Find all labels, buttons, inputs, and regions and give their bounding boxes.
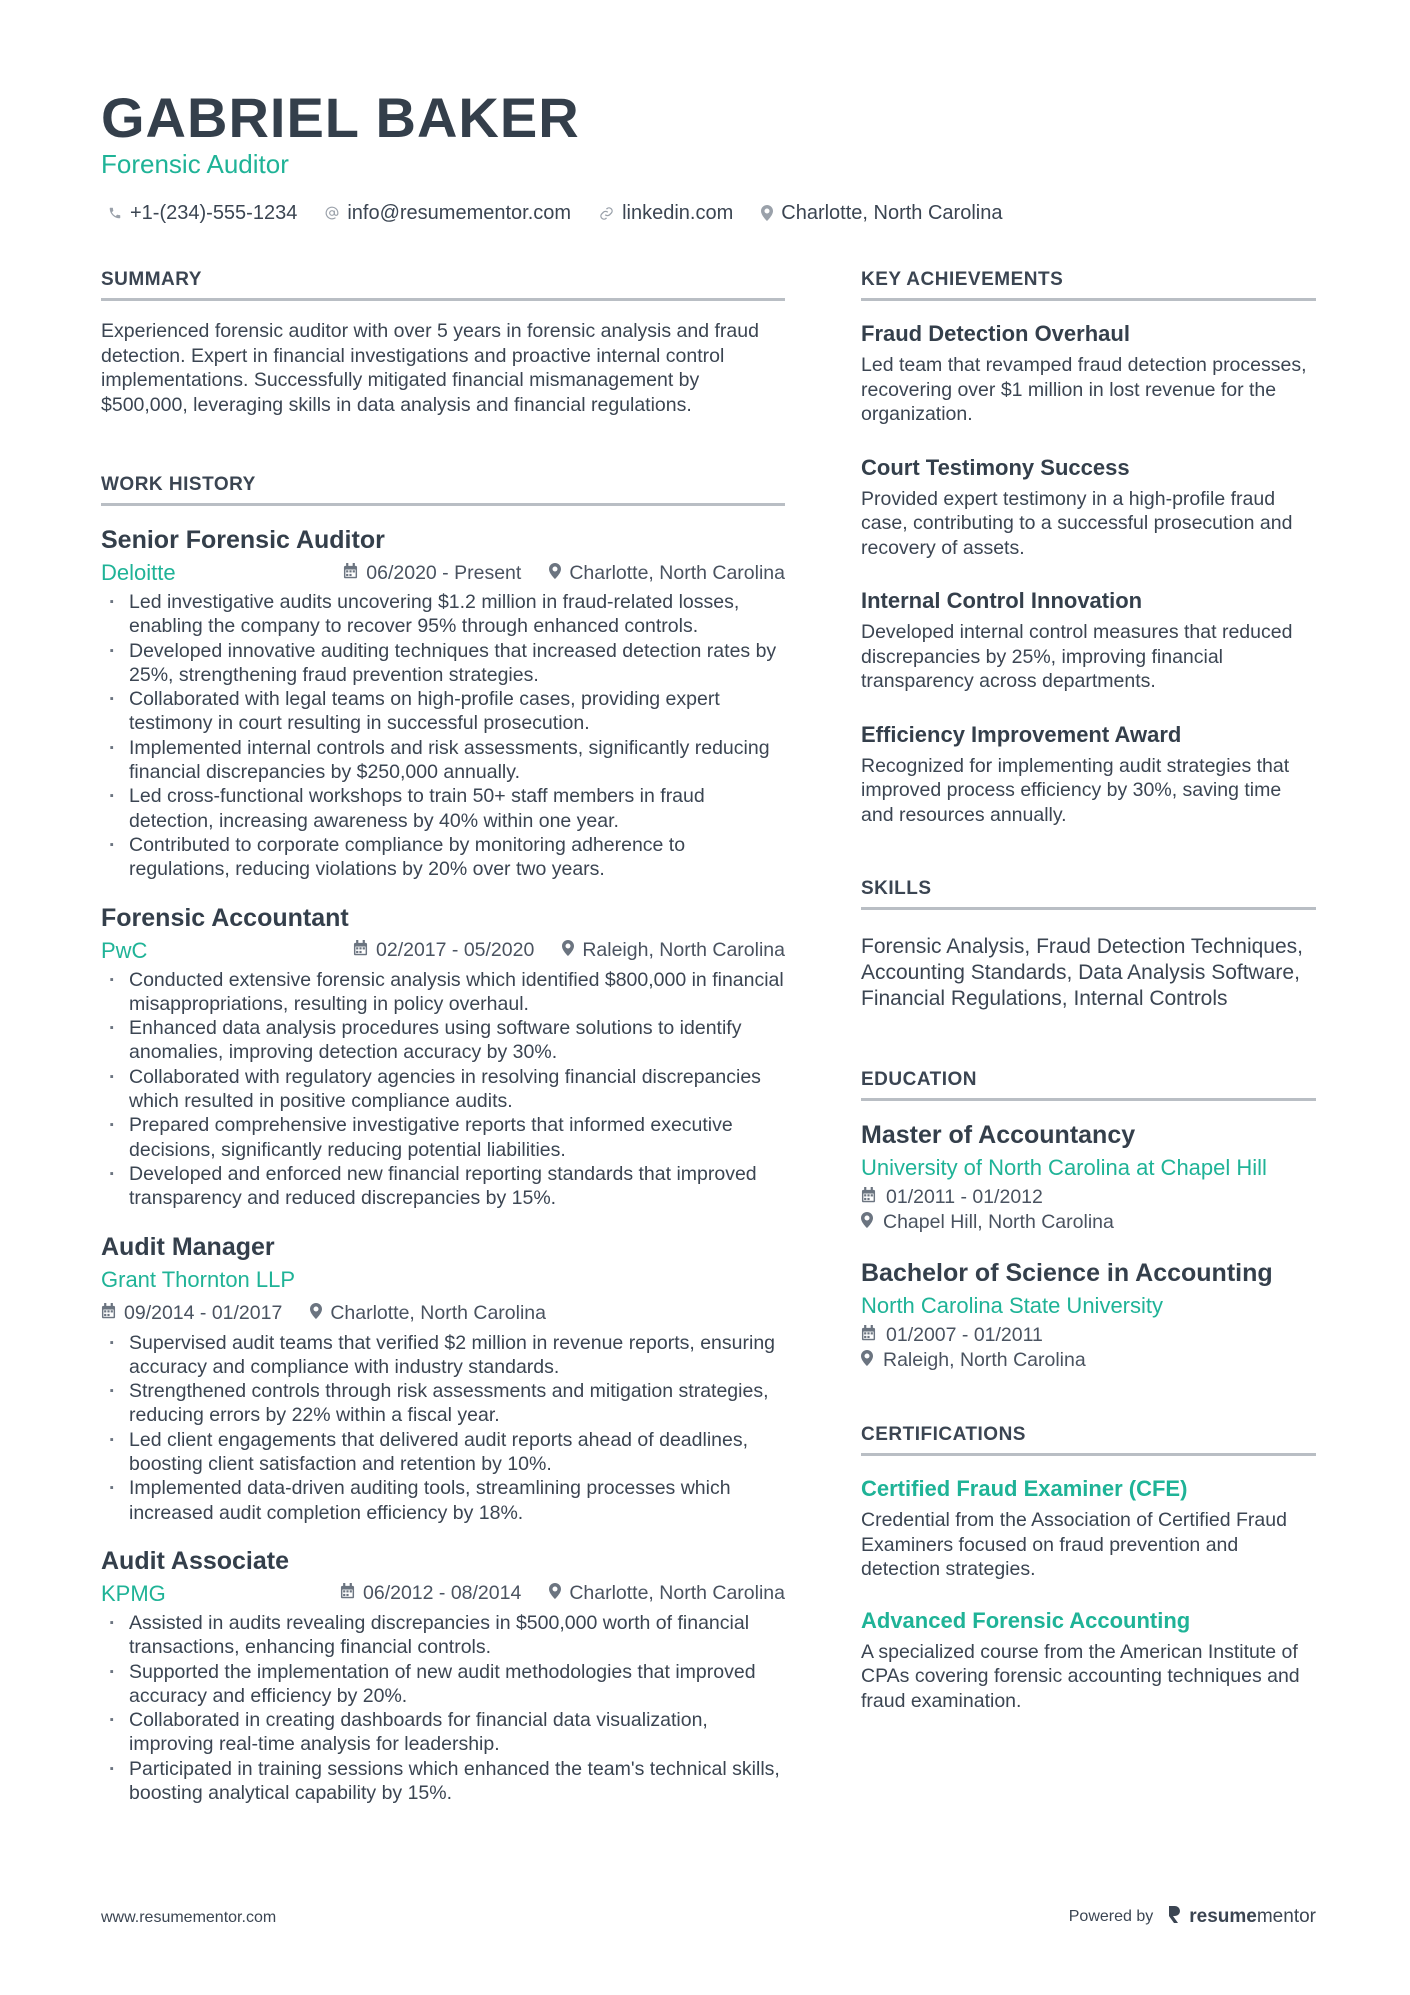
left-column [101, 268, 785, 1825]
bullet-item: · Prepared comprehensive investigative reports that informed executive decisions, significantly reducing potential liabilities. [101, 1113, 785, 1162]
bullet-item: · Collaborated in creating dashboards for financial data visualization, improving real-time analysis for leadership. [101, 1708, 785, 1757]
education-dates-line [861, 1323, 1316, 1348]
education-item [861, 1257, 1316, 1373]
school-name: University of North Carolina at Chapel Hill [861, 1155, 1267, 1180]
company-name: PwC [101, 937, 148, 963]
degree-name: Bachelor of Science in Accounting [861, 1259, 1273, 1287]
brand-bold: resume [1189, 1906, 1257, 1927]
contact-location [761, 202, 1002, 225]
bullet-item: · Led cross-functional workshops to train 50+ staff members in fraud detection, increasing awareness by 40% within one year. [101, 784, 785, 833]
bullet-item: · Strengthened controls through risk assessments and mitigation strategies, reducing errors by 22% within a fiscal year. [101, 1379, 785, 1428]
certifications-heading: CERTIFICATIONS [861, 1423, 1316, 1456]
job-entry [101, 1231, 785, 1525]
job-bullets [101, 968, 785, 1211]
calendar-icon [861, 1323, 876, 1348]
location-pin-icon [310, 1302, 322, 1325]
company-name: KPMG [101, 1580, 166, 1606]
education-location: Chapel Hill, North Carolina [883, 1211, 1114, 1233]
bullet-item: · Supervised audit teams that verified $2 million in revenue reports, ensuring accuracy and compliance with industry standards. [101, 1331, 785, 1380]
bullet-item: · Enhanced data analysis procedures using software solutions to identify anomalies, improving detection accuracy by 30%. [101, 1016, 785, 1065]
bullet-item: · Collaborated with regulatory agencies in resolving financial discrepancies which resulted in positive compliance audits. [101, 1065, 785, 1114]
contact-phone [108, 202, 297, 225]
candidate-name: GABRIEL BAKER [101, 86, 580, 149]
linkedin-text[interactable]: linkedin.com [622, 201, 734, 224]
email-text[interactable]: info@resumementor.com [347, 201, 572, 224]
brand-light: mentor [1256, 1906, 1316, 1927]
job-location: Charlotte, North Carolina [569, 561, 785, 584]
company-name: Deloitte [101, 560, 176, 585]
degree-name: Master of Accountancy [861, 1121, 1136, 1149]
achievement-desc: Recognized for implementing audit strategies that improved process efficiency by 30%, saving time and resources annually. [861, 754, 1290, 826]
calendar-icon [343, 562, 358, 585]
calendar-icon [340, 1582, 355, 1605]
work-history-heading: WORK HISTORY [101, 473, 785, 506]
calendar-icon [101, 1302, 116, 1325]
location-text: Charlotte, North Carolina [781, 201, 1003, 224]
brand-logo[interactable] [1167, 1904, 1316, 1930]
location-pin-icon [861, 1348, 873, 1373]
candidate-title: Forensic Auditor [101, 149, 289, 179]
achievement-item [861, 720, 1316, 828]
job-entry [101, 902, 785, 1211]
job-location: Charlotte, North Carolina [330, 1302, 546, 1325]
achievement-title: Fraud Detection Overhaul [861, 321, 1130, 346]
certification-item [861, 1606, 1316, 1714]
bullet-item: · Implemented data-driven auditing tools, streamlining processes which increased audit completion efficiency by 18%. [101, 1476, 785, 1525]
phone-icon [108, 206, 122, 220]
location-pin-icon [562, 939, 574, 962]
contact-linkedin[interactable] [599, 202, 733, 225]
job-dates: 02/2017 - 05/2020 [376, 939, 535, 962]
link-icon [599, 206, 614, 221]
bullet-item: · Developed and enforced new financial reporting standards that improved transparency and reduced discrepancies by 15%. [101, 1162, 785, 1211]
achievement-title: Court Testimony Success [861, 454, 1130, 480]
certification-desc: A specialized course from the American Institute of CPAs covering forensic accounting techniques and fraud examination. [861, 1640, 1300, 1712]
school-name: North Carolina State University [861, 1293, 1164, 1318]
phone-text: +1-(234)-555-1234 [130, 201, 298, 224]
achievements-heading: KEY ACHIEVEMENTS [861, 268, 1316, 301]
bullet-item: · Contributed to corporate compliance by monitoring adherence to regulations, reducing violations by 20% over two years. [101, 833, 785, 882]
job-bullets [101, 1331, 785, 1525]
achievement-title: Efficiency Improvement Award [861, 721, 1182, 747]
education-dates: 01/2011 - 01/2012 [886, 1186, 1043, 1208]
job-title: Audit Manager [101, 1232, 275, 1261]
skills-heading: SKILLS [861, 877, 1316, 910]
job-title: Forensic Accountant [101, 903, 349, 932]
education-location-line [861, 1210, 1316, 1235]
education-location: Raleigh, North Carolina [883, 1349, 1086, 1371]
job-meta [101, 556, 785, 590]
achievement-item [861, 586, 1316, 694]
achievement-desc: Developed internal control measures that reduced discrepancies by 25%, improving financial transparency across departments. [861, 621, 1293, 692]
education-heading: EDUCATION [861, 1068, 1316, 1101]
footer-website[interactable]: www.resumementor.com [101, 1909, 277, 1926]
job-dates: 06/2020 - Present [366, 561, 522, 584]
certification-item [861, 1474, 1316, 1582]
job-title: Senior Forensic Auditor [101, 526, 385, 554]
job-entry [101, 524, 785, 882]
certification-title: Advanced Forensic Accounting [861, 1607, 1191, 1633]
job-location: Charlotte, North Carolina [569, 1582, 785, 1605]
bullet-item: · Collaborated with legal teams on high-profile cases, providing expert testimony in court resulting in successful prosecution. [101, 687, 785, 736]
bullet-item: · Assisted in audits revealing discrepancies in $500,000 worth of financial transactions, enhancing financial controls. [101, 1611, 785, 1660]
achievement-item [861, 453, 1316, 561]
location-pin-icon [549, 562, 561, 585]
powered-by-label: Powered by [1068, 1908, 1154, 1925]
education-location-line [861, 1348, 1316, 1373]
bullet-item: · Led client engagements that delivered audit reports ahead of deadlines, boosting client satisfaction and retention by 10%. [101, 1428, 785, 1477]
job-meta [101, 1263, 785, 1297]
education-dates: 01/2007 - 01/2011 [886, 1324, 1043, 1346]
job-title: Audit Associate [101, 1546, 290, 1575]
achievement-item [861, 319, 1316, 427]
skills-text: Forensic Analysis, Fraud Detection Techniques, Accounting Standards, Data Analysis Software, Financial Regulations, Internal Controls [861, 935, 1304, 1010]
job-bullets [101, 1611, 785, 1805]
job-meta [101, 1577, 785, 1611]
education-item [861, 1119, 1316, 1235]
location-pin-icon [861, 1210, 873, 1235]
contact-email[interactable] [325, 202, 571, 225]
contact-bar [108, 198, 1002, 228]
job-location: Raleigh, North Carolina [582, 939, 785, 962]
footer-powered-by [1069, 1904, 1316, 1930]
certification-desc: Credential from the Association of Certified Fraud Examiners focused on fraud prevention and detection strategies. [861, 1509, 1287, 1580]
company-name: Grant Thornton LLP [101, 1266, 296, 1292]
bullet-item: · Conducted extensive forensic analysis which identified $800,000 in financial misappropriations, resulting in policy overhaul. [101, 968, 785, 1017]
brand-mark-icon [1167, 1904, 1183, 1930]
location-pin-icon [761, 205, 773, 221]
achievement-desc: Provided expert testimony in a high-profile fraud case, contributing to a successful prosecution and recovery of assets. [861, 487, 1293, 559]
achievement-desc: Led team that revamped fraud detection processes, recovering over $1 million in lost revenue for the organization. [861, 354, 1307, 425]
bullet-item: · Implemented internal controls and risk assessments, significantly reducing financial discrepancies by $250,000 annually. [101, 736, 785, 785]
bullet-item: · Supported the implementation of new audit methodologies that improved accuracy and efficiency by 20%. [101, 1660, 785, 1709]
job-bullets [101, 590, 785, 882]
job-meta [101, 934, 785, 968]
at-icon [325, 206, 339, 220]
bullet-item: · Led investigative audits uncovering $1.2 million in fraud-related losses, enabling the company to recover 95% through enhanced controls. [101, 590, 785, 639]
summary-heading: SUMMARY [101, 268, 785, 301]
location-pin-icon [549, 1582, 561, 1605]
bullet-item: · Participated in training sessions which enhanced the team's technical skills, boosting analytical capability by 15%. [101, 1757, 785, 1806]
education-dates-line [861, 1185, 1316, 1210]
summary-text: Experienced forensic auditor with over 5 years in forensic analysis and fraud detection. Expert in financial investigations and proactive internal control implementations. Successfully mitigated financial mismanagement by $500,000, leveraging skills in data analysis and financial regulations. [101, 320, 759, 416]
calendar-icon [353, 939, 368, 962]
job-meta-details [101, 1297, 785, 1331]
bullet-item: · Developed innovative auditing techniques that increased detection rates by 25%, strengthening fraud prevention strategies. [101, 639, 785, 688]
achievement-title: Internal Control Innovation [861, 588, 1143, 613]
job-dates: 06/2012 - 08/2014 [363, 1582, 522, 1605]
calendar-icon [861, 1185, 876, 1210]
job-dates: 09/2014 - 01/2017 [124, 1302, 283, 1325]
job-entry [101, 1545, 785, 1805]
right-column [861, 268, 1316, 1737]
certification-title: Certified Fraud Examiner (CFE) [861, 1476, 1188, 1501]
